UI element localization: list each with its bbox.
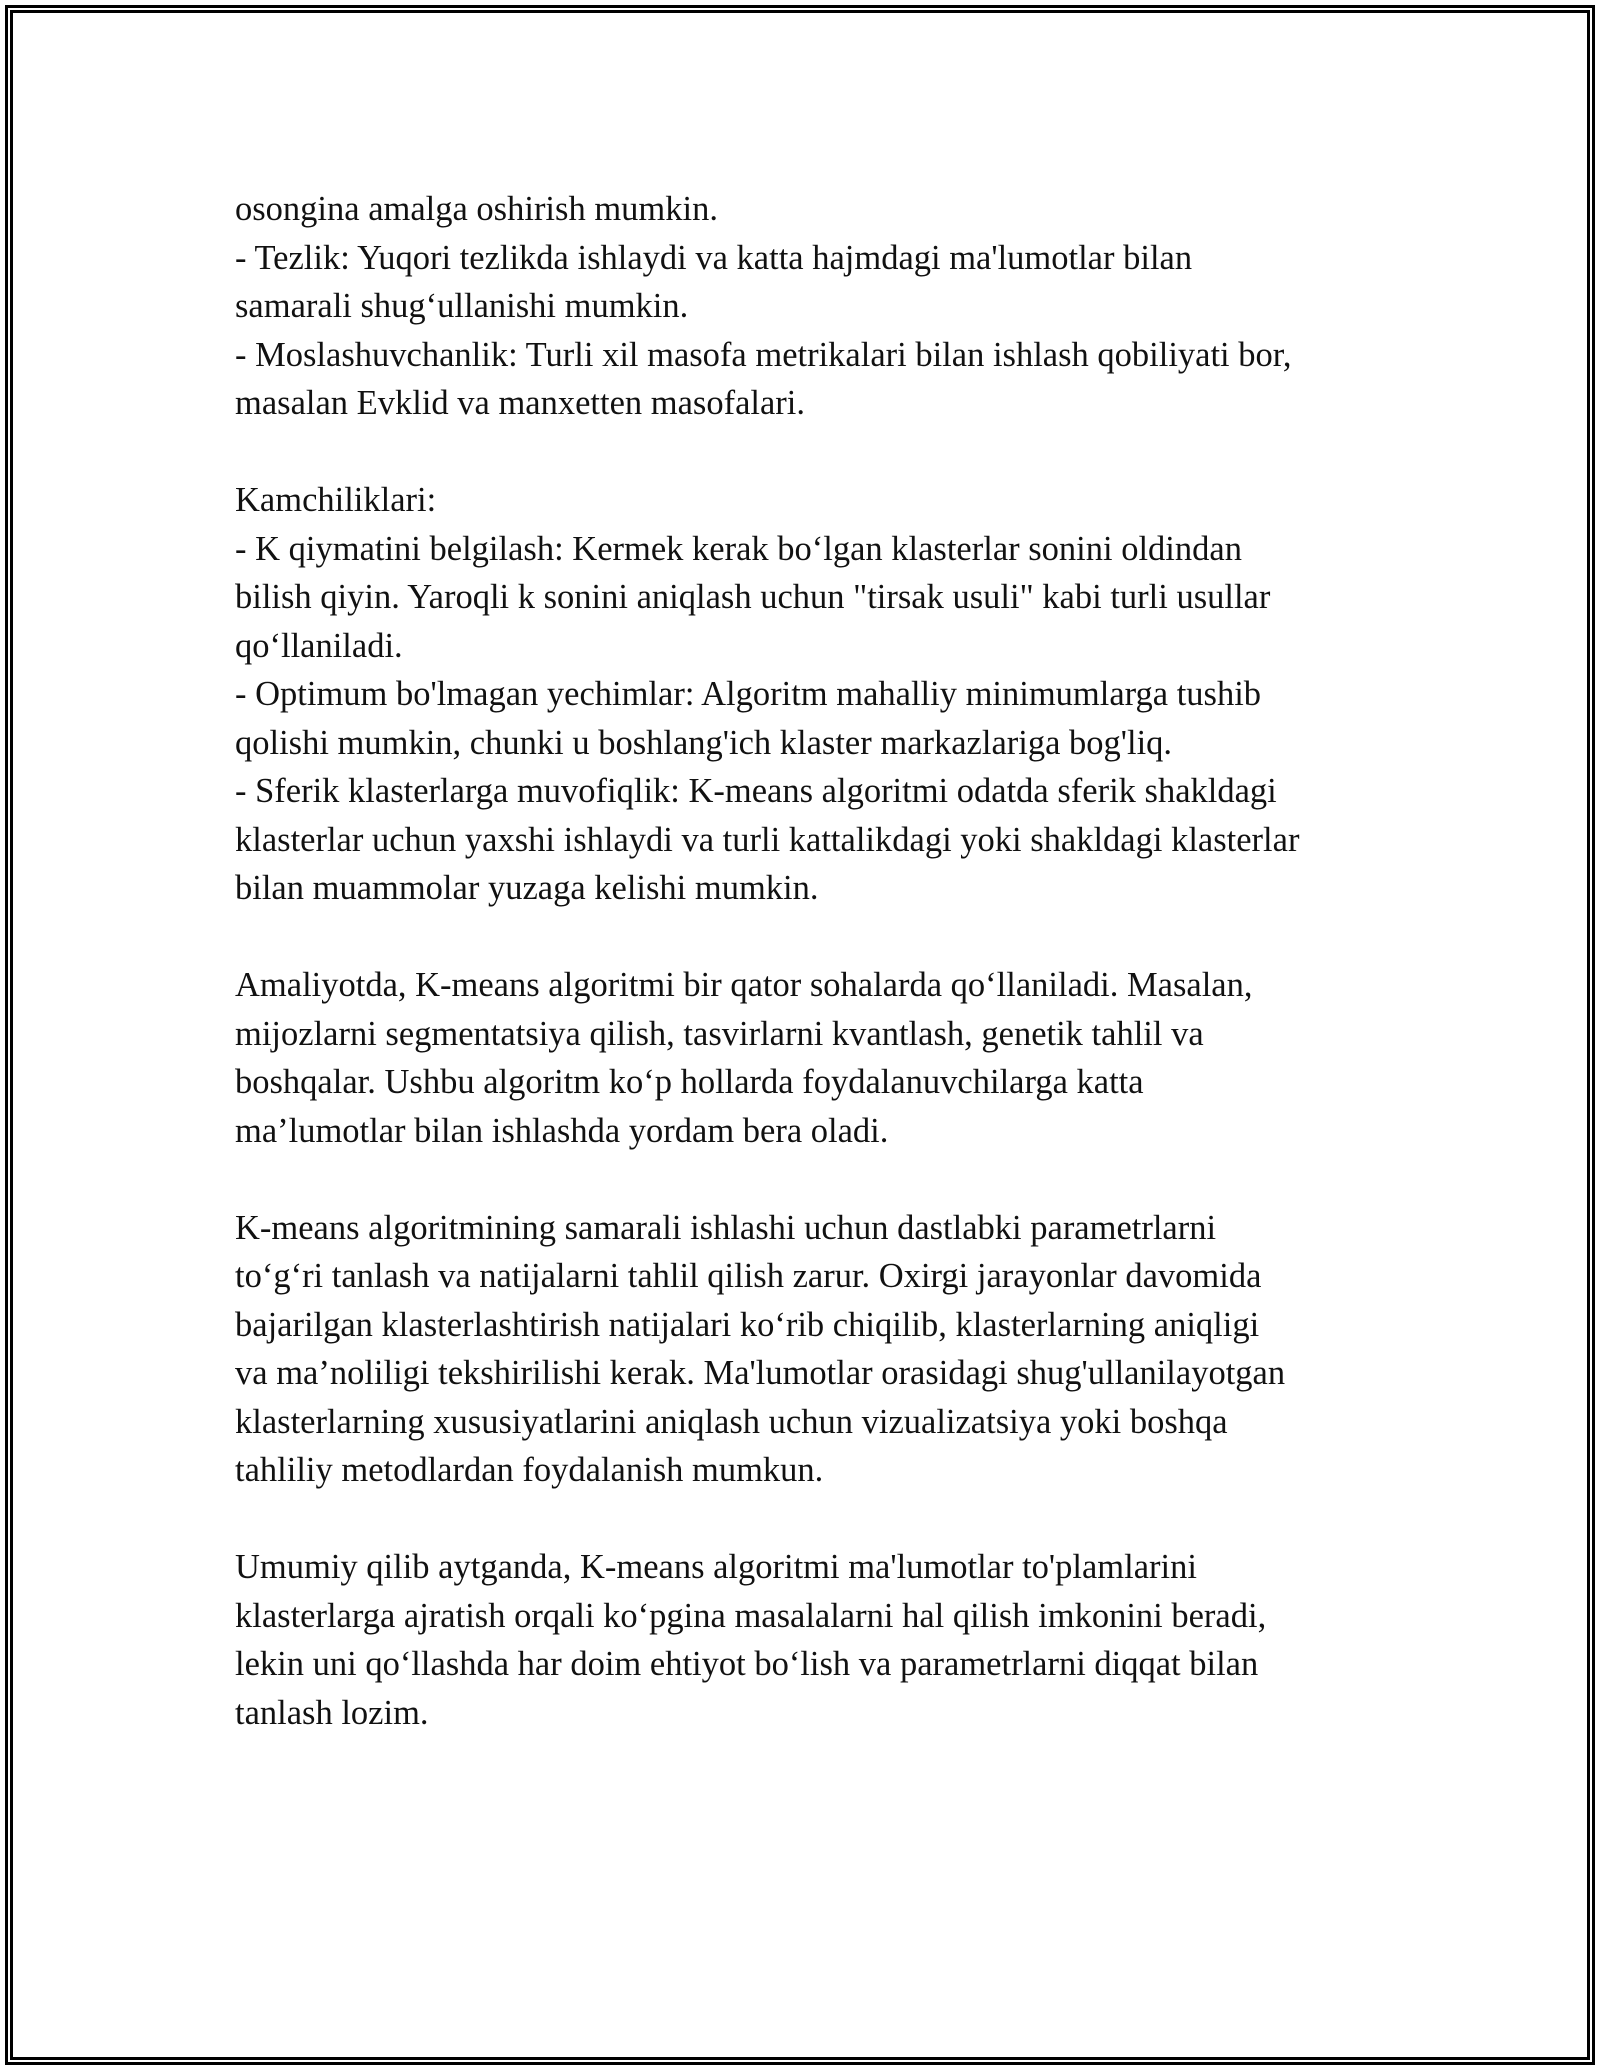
- text-line: klasterlar uchun yaxshi ishlaydi va turli kattalikdagi yoki shakldagi klasterlar: [235, 820, 1300, 859]
- text-line: samarali shug‘ullanishi mumkin.: [235, 287, 689, 325]
- text-line: qo‘llaniladi.: [235, 626, 403, 665]
- text-line: Umumiy qilib aytganda, K-means algoritmi ma'lumotlar to'plamlarini: [235, 1548, 1197, 1586]
- text-line: to‘g‘ri tanlash va natijalarni tahlil qilish zarur. Oxirgi jarayonlar davomida: [235, 1257, 1262, 1295]
- text-line: masalan Evklid va manxetten masofalari.: [235, 384, 806, 422]
- paragraph-gap: [235, 1155, 1395, 1204]
- text-line: - Tezlik: Yuqori tezlikda ishlaydi va katta hajmdagi ma'lumotlar bilan: [235, 238, 1193, 277]
- text-line: mijozlarni segmentatsiya qilish, tasvirlarni kvantlash, genetik tahlil va: [235, 1014, 1204, 1053]
- paragraph-gap: [235, 913, 1395, 962]
- text-line: lekin uni qo‘llashda har doim ehtiyot bo‘lish va parametrlarni diqqat bilan: [235, 1645, 1259, 1683]
- text-line: klasterlarning xususiyatlarini aniqlash uchun vizualizatsiya yoki boshqa: [235, 1402, 1228, 1441]
- text-line: - Optimum bo'lmagan yechimlar: Algoritm mahalliy minimumlarga tushib: [235, 675, 1262, 713]
- text-line: Amaliyotda, K-means algoritmi bir qator sohalarda qo‘llaniladi. Masalan,: [235, 966, 1253, 1004]
- text-line: boshqalar. Ushbu algoritm ko‘p hollarda foydalanuvchilarga katta: [235, 1063, 1144, 1101]
- text-line: tanlash lozim.: [235, 1693, 429, 1732]
- text-line: klasterlarga ajratish orqali ko‘pgina masalalarni hal qilish imkonini beradi,: [235, 1596, 1267, 1635]
- text-line: osongina amalga oshirish mumkin.: [235, 190, 718, 228]
- text-line: K-means algoritmining samarali ishlashi uchun dastlabki parametrlarni: [235, 1208, 1217, 1247]
- paragraph-gap: [235, 428, 1395, 477]
- text-line: Kamchiliklari:: [235, 481, 437, 519]
- text-line: - Sferik klasterlarga muvofiqlik: K-means algoritmi odatda sferik shakldagi: [235, 772, 1277, 810]
- text-line: bajarilgan klasterlashtirish natijalari ko‘rib chiqilib, klasterlarning aniqligi: [235, 1305, 1260, 1344]
- text-line: bilan muammolar yuzaga kelishi mumkin.: [235, 869, 819, 907]
- text-line: qolishi mumkin, chunki u boshlang'ich klaster markazlariga bog'liq.: [235, 723, 1173, 762]
- text-line: - K qiymatini belgilash: Kermek kerak bo‘lgan klasterlar sonini oldindan: [235, 529, 1242, 568]
- text-line: tahliliy metodlardan foydalanish mumkun.: [235, 1451, 824, 1489]
- document-body: [235, 185, 1395, 1737]
- text-line: va ma’noliligi tekshirilishi kerak. Ma'lumotlar orasidagi shug'ullanilayotgan: [235, 1354, 1286, 1392]
- text-line: ma’lumotlar bilan ishlashda yordam bera oladi.: [235, 1111, 889, 1150]
- text-line: bilish qiyin. Yaroqli k sonini aniqlash uchun "tirsak usuli" kabi turli usullar: [235, 578, 1271, 616]
- text-line: - Moslashuvchanlik: Turli xil masofa metrikalari bilan ishlash qobiliyati bor,: [235, 335, 1292, 374]
- paragraph-gap: [235, 1495, 1395, 1544]
